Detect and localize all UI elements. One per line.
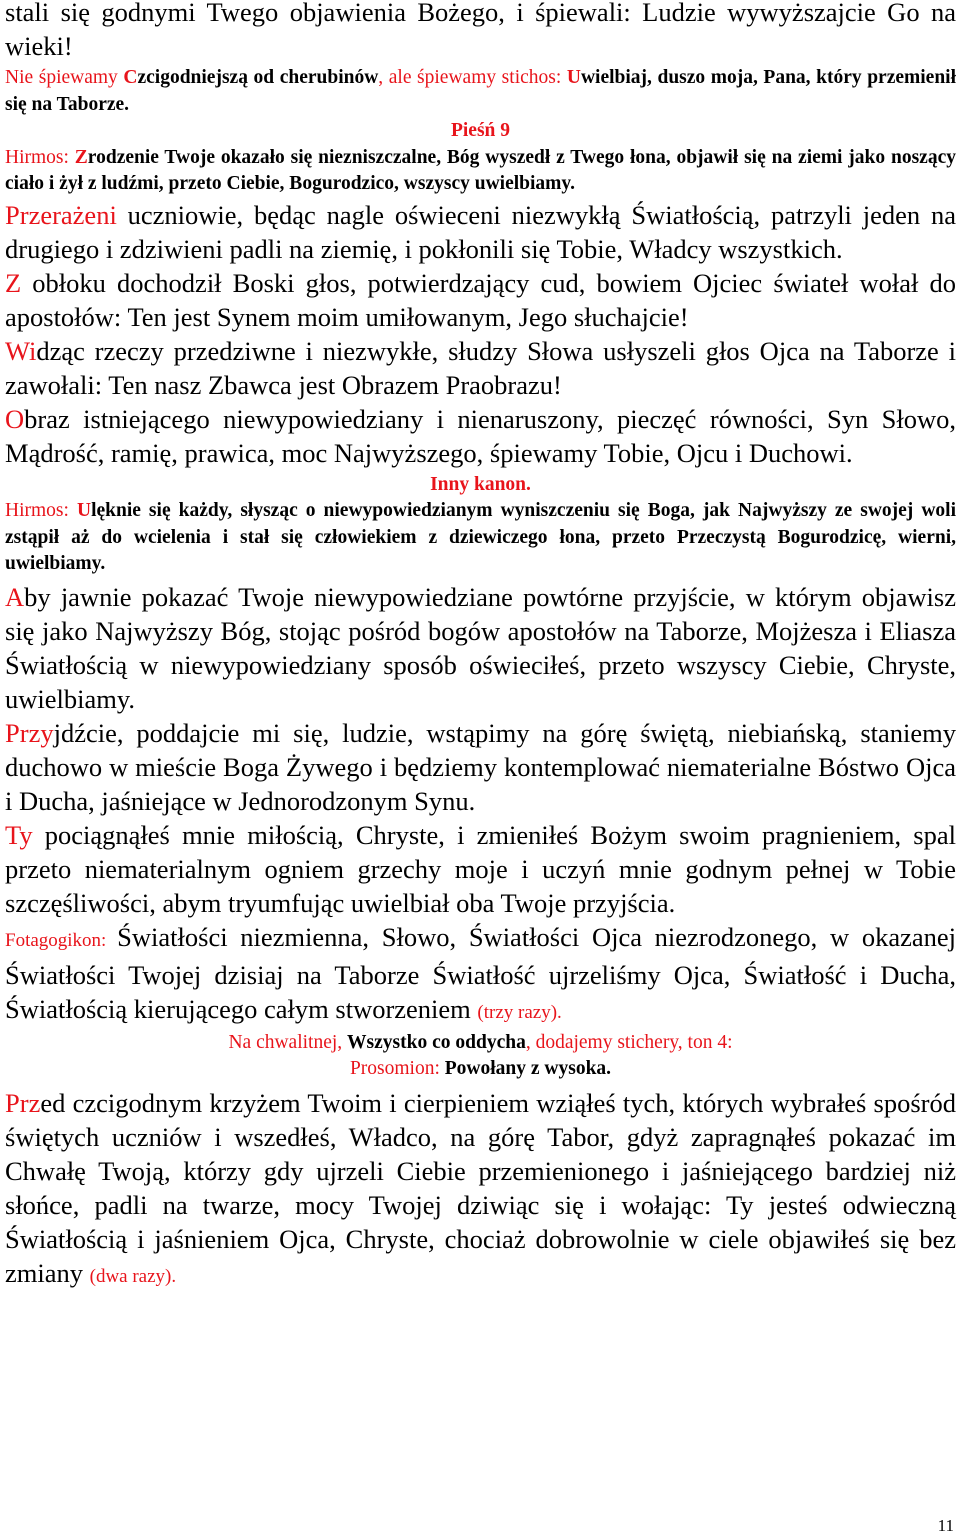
hirmos-text: lęknie się każdy, słysząc o niewypowiedzianym wyniszczeniu się Boga, jak Najwyższy ze swojej woli zstąpił aż do wcielenia i stał się człowiekiem z dziewiczego łona, przeto Przeczystą Bogurodzicę, wierni, uwielbiamy. bbox=[5, 500, 956, 574]
drop-initial: Z bbox=[5, 267, 22, 298]
paragraph-continuation bbox=[5, 0, 956, 63]
fotagogikon bbox=[5, 920, 956, 1030]
troparion-text: braz istniejącego niewypowiedziany i nienaruszony, pieczęć równości, Syn Słowo, Mądrość, ramię, prawica, moc Najwyższego, śpiewamy Tobie, Ojcu i Duchowi. bbox=[5, 403, 956, 468]
troparion-text: dząc rzeczy przedziwne i niezwykłe, słudzy Słowa usłyszeli głos Ojca na Taborze i zawołali: Ten nasz Zbawca jest Obrazem Praobrazu! bbox=[5, 335, 956, 400]
incipit-text: wielbiaj, duszo moja, Pana, który przemienił się na Taborze. bbox=[5, 67, 957, 115]
canon-heading: Inny kanon. bbox=[430, 473, 531, 495]
incipit-text: zcigodniejszą od cherubinów bbox=[137, 67, 379, 88]
troparion-3 bbox=[5, 334, 956, 402]
fotagogikon-text: Światłości niezmienna, Słowo, Światłości Ojca niezrodzonego, w okazanej Światłości Twojej dzisiaj na Taborze Światłość ujrzeliśmy Ojca, Światłość i Ducha, Światłością kierującego całym stworzeniem bbox=[5, 921, 956, 1024]
troparion-2 bbox=[5, 266, 956, 334]
troparion-text: by jawnie pokazać Twoje niewypowiedziane powtórne przyjście, w którym objawisz się jako Najwyższy Bóg, stojąc pośród bogów apostołów na Taborze, Mojżesza i Eliasza Światłością w niewypowiedziany sposób oświeciłeś, przeto wszyscy Ciebie, Chryste, uwielbiamy. bbox=[5, 581, 956, 714]
rubric-text: Fotagogikon: bbox=[5, 929, 118, 951]
praises-instruction bbox=[5, 1030, 956, 1056]
troparion-text: uczniowie, będąc nagle oświeceni niezwykłą Światłością, patrzyli jeden na drugiego i zdziwieni padli na ziemię, i pokłonili się Tobie, Władcy wszystkich. bbox=[5, 199, 956, 264]
rubric-text: Hirmos: bbox=[5, 146, 75, 168]
drop-initial: Ty bbox=[5, 819, 33, 850]
troparion-text: obłoku dochodził Boski głos, potwierdzający cud, bowiem Ojciec świateł wołał do apostołów: Ten jest Synem moim umiłowanym, Jego słuchajcie! bbox=[5, 267, 956, 332]
ode-heading: Pieśń 9 bbox=[450, 120, 511, 141]
rubric-text: , ale śpiewamy stichos: bbox=[378, 67, 567, 88]
rubric-text: Hirmos: bbox=[5, 500, 77, 521]
drop-initial: Przerażeni bbox=[5, 199, 117, 230]
page-number: 11 bbox=[937, 1516, 954, 1535]
repeat-note: (trzy razy). bbox=[477, 1001, 562, 1023]
troparion-text: jdźcie, poddajcie mi się, ludzie, wstąpimy na górę świętą, niebiańską, staniemy duchowo w mieście Boga Żywego i będziemy kontemplować niematerialne Bóstwo Ojca i Ducha, jaśniejące w Jednorodzonym Synu. bbox=[5, 717, 956, 816]
repeat-note: (dwa razy). bbox=[89, 1265, 177, 1287]
stichos-instruction bbox=[5, 65, 956, 118]
paragraph-text: stali się godnymi Twego objawienia Bożego, i śpiewali: Ludzie wywyższajcie Go na wieki! bbox=[5, 0, 956, 61]
drop-initial: A bbox=[5, 581, 25, 612]
troparion-4 bbox=[5, 402, 956, 470]
prosomion-line bbox=[5, 1056, 956, 1082]
sticheron-text: ed czcigodnym krzyżem Twoim i cierpieniem wziąłeś tych, których wybrałeś spośród świętych uczniów i wszedłeś, Władco, na górę Tabor, gdyż zapragnąłeś pokazać im Chwałę Twoją, którzy gdy ujrzeli Ciebie przemienionego i jaśniejącego bardziej niż słońce, padli na twarze, mocy Twojej dziwiąc się i wołając: Ty jesteś odwieczną Światłością i jaśnieniem Ojca, Chryste, chociaż dobrowolnie w ciele objawiłeś się bez zmiany bbox=[5, 1087, 956, 1288]
rubric-initial: Z bbox=[74, 146, 88, 168]
troparion-5 bbox=[5, 580, 956, 716]
troparion-text: pociągnąłeś mnie miłością, Chryste, i zmieniłeś Bożym swoim pragnieniem, spal przeto niematerialnym ogniem grzechy moje i uczyń mnie godnym pełnej w Tobie szczęśliwości, abym tryumfując uwielbiał oba Twoje przyjścia. bbox=[5, 819, 956, 918]
rubric-initial: U bbox=[76, 500, 92, 521]
troparion-7 bbox=[5, 818, 956, 920]
troparion-1 bbox=[5, 198, 956, 266]
rubric-initial: C bbox=[123, 67, 138, 88]
rubric-text: , dodajemy stichery, ton 4: bbox=[525, 1031, 733, 1053]
hirmos-paragraph bbox=[5, 145, 956, 198]
hirmos-text: rodzenie Twoje okazało się niezniszczalne, Bóg wyszedł z Twego łona, objawił się na ziemi jako noszący ciało i żył z ludźmi, przeto Ciebie, Bogurodzico, wszyscy uwielbiamy. bbox=[5, 146, 956, 194]
rubric-initial: U bbox=[566, 67, 581, 88]
drop-initial: Wi bbox=[5, 335, 37, 366]
drop-initial: O bbox=[5, 403, 25, 434]
hirmos-paragraph bbox=[5, 498, 956, 578]
troparion-6 bbox=[5, 716, 956, 818]
incipit-text: Wszystko co oddycha bbox=[347, 1031, 526, 1053]
sticheron-1 bbox=[5, 1086, 956, 1294]
drop-initial: Prz bbox=[5, 1087, 41, 1118]
drop-initial: Przy bbox=[5, 717, 54, 748]
incipit-text: Powołany z wysoka. bbox=[444, 1057, 612, 1079]
rubric-text: Prosomion: bbox=[349, 1057, 445, 1079]
document-page bbox=[5, 0, 956, 1294]
rubric-text: Nie śpiewamy bbox=[5, 67, 124, 88]
rubric-text: Na chwalitnej, bbox=[228, 1031, 348, 1053]
